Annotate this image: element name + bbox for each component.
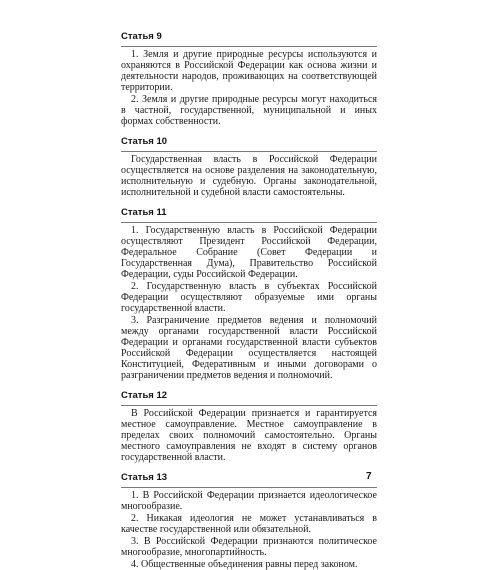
article-9 <box>121 31 377 127</box>
article-11 <box>121 207 377 381</box>
article-10 <box>121 136 377 198</box>
page-content <box>121 31 377 570</box>
article-13 <box>121 472 377 570</box>
article-paragraph: 1. Земля и другие природные ресурсы используются и охраняются в Российской Федерации как основа жизни и деятельности народов, проживающих на соответствующей территории. <box>121 49 377 93</box>
article-heading: Статья 12 <box>121 390 377 406</box>
article-heading: Статья 13 <box>121 472 377 488</box>
article-heading: Статья 9 <box>121 31 377 47</box>
article-paragraph: 3. В Российской Федерации признаются политическое многообразие, многопартийность. <box>121 536 377 558</box>
article-paragraph: 4. Общественные объединения равны перед законом. <box>131 559 358 570</box>
article-paragraph: 2. Государственную власть в субъектах Российской Федерации осуществляют образуемые ими органы государственной власти. <box>121 281 377 314</box>
article-paragraph: 2. Никакая идеология не может устанавливаться в качестве государственной или обязательной. <box>121 513 377 535</box>
article-paragraph: 2. Земля и другие природные ресурсы могут находиться в частной, государственной, муниципальной и иных формах собственности. <box>121 94 377 127</box>
article-paragraph: В Российской Федерации признается и гарантируется местное самоуправление. Местное самоуправление в пределах своих полномочий самостоятельно. Органы местного самоуправления не входят в систему органов государственной власти. <box>121 408 377 463</box>
article-heading: Статья 11 <box>121 207 377 223</box>
article-paragraph: 1. Государственную власть в Российской Федерации осуществляют Президент Российской Федерации, Федеральное Собрание (Совет Федерации и Государственная Дума), Правительство Российской Федерации, суды Российской Федерации. <box>121 225 377 280</box>
page-number: 7 <box>366 471 372 482</box>
article-heading: Статья 10 <box>121 136 377 152</box>
article-paragraph: 3. Разграничение предметов ведения и полномочий между органами государственной власти Российской Федерации и органами государственной власти субъектов Российской Федерации осуществляется настоящей Конституцией, Федеративным и иными договорами о разграничении предметов ведения и полномочий. <box>121 315 377 381</box>
article-paragraph: Государственная власть в Российской Федерации осуществляется на основе разделения на законодательную, исполнительную и судебную. Органы законодательной, исполнительной и судебной власти самостоятельны. <box>121 154 377 198</box>
article-12 <box>121 390 377 463</box>
article-paragraph: 1. В Российской Федерации признается идеологическое многообразие. <box>121 490 377 512</box>
